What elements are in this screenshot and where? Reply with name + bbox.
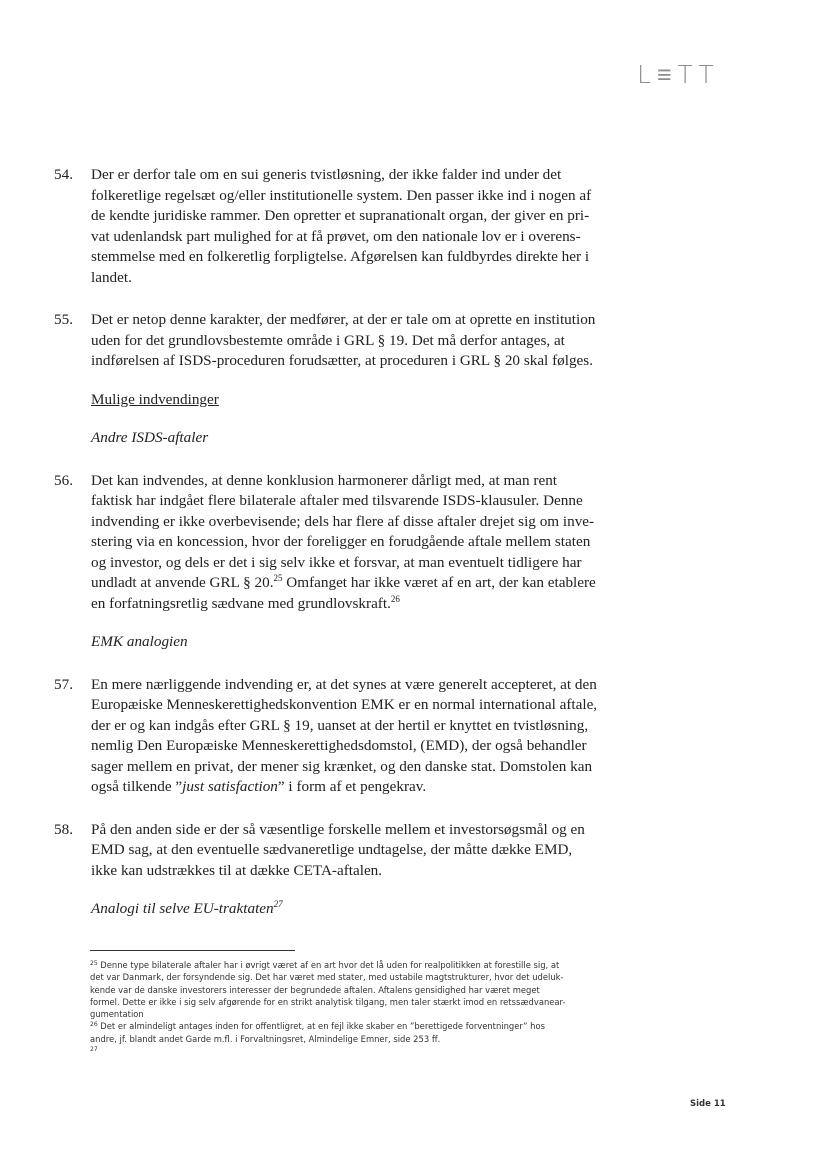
footnote-line	[90, 1020, 610, 1032]
text-line	[91, 594, 611, 615]
text-line	[91, 777, 611, 798]
text-line: stering via en koncession, hvor der foreligger en forudgående aftale mellem staten	[91, 533, 591, 550]
paragraph-text	[91, 165, 611, 288]
text-line: En mere nærliggende indvending er, at det synes at være generelt accepteret, at den	[91, 675, 597, 693]
text-line: nemlig Den Europæiske Menneskerettighedsdomstol, (EMD), der også behandler	[91, 737, 587, 754]
text-line: indvending er ikke overbevisende; dels har flere af disse aftaler drejet sig om inve-	[91, 512, 595, 530]
paragraph-text	[91, 310, 611, 372]
footnote-ref-25[interactable]: 25	[273, 573, 283, 583]
paragraph-55	[54, 310, 614, 372]
text-line: Europæiske Menneskerettighedskonvention EMK er en normal international aftale,	[91, 696, 598, 713]
footnote-marker: 25	[90, 960, 98, 967]
footnote-separator	[90, 950, 295, 951]
paragraph-number: 58.	[54, 820, 73, 838]
footnote-marker: 26	[90, 1021, 98, 1029]
text-line: faktisk har indgået flere bilaterale aftaler med tilsvarende ISDS-klausuler. Denne	[91, 492, 583, 509]
paragraph-number: 54.	[54, 166, 73, 183]
paragraph-text	[91, 675, 611, 798]
text-line: sager mellem en privat, der mener sig krænket, og den danske stat. Domstolen kan	[91, 757, 593, 775]
text-line: vat udenlandsk part mulighed for at få prøvet, om den nationale lov er i overens-	[91, 227, 581, 245]
text-line: uden for det grundlovsbestemte område i GRL § 19. Det må derfor antages, at	[91, 331, 565, 349]
document-body	[54, 165, 614, 920]
footnote-line: gumentation	[90, 1009, 144, 1020]
text-line: Det er netop denne karakter, der medfører, at der er tale om at oprette en institution	[91, 311, 596, 328]
footnote-ref-27[interactable]: 27	[273, 899, 283, 909]
text-line: landet.	[91, 268, 132, 286]
text-line: Det kan indvendes, at denne konklusion harmonerer dårligt med, at man rent	[91, 471, 558, 489]
text-line: og investor, og dels er det i sig selv ikke et forsvar, at man eventuelt tidligere har	[91, 553, 582, 571]
text-segment-italic: just satisfaction	[182, 778, 278, 795]
footnote-text: Denne type bilaterale aftaler har i øvrigt været af en art hvor det lå uden for realpolitikken at forestille sig, at	[97, 960, 560, 970]
text-line: Der er derfor tale om en sui generis tvistløsning, der ikke falder ind under det	[91, 166, 562, 183]
text-segment: en forfatningsretlig sædvane med grundlovskraft.	[91, 594, 391, 612]
paragraph-54	[54, 165, 614, 288]
paragraph-number: 56.	[54, 471, 73, 489]
footnotes	[90, 959, 610, 1057]
subsection-heading-emk-analogien: EMK analogien	[91, 633, 188, 650]
text-line	[91, 573, 611, 594]
subsection-heading-analogi-eu-traktaten	[91, 899, 614, 920]
text-segment: ” i form af et pengekrav.	[277, 778, 427, 795]
footnote-27	[90, 1045, 610, 1057]
text-line: På den anden side er der så væsentlige forskelle mellem et investorsøgsmål og en	[91, 820, 585, 838]
page-number: Side 11	[690, 1099, 726, 1109]
footnote-line: det var Danmark, der forsyndende sig. Det har været med stater, med ustabile magtstrukturer, hvor det udeluk-	[90, 972, 564, 983]
footnote-line: andre, jf. blandt andet Garde m.fl. i Forvaltningsret, Almindelige Emner, side 253 ff.	[90, 1033, 441, 1044]
text-line: der er og kan indgås efter GRL § 19, uanset at der hertil er knyttet en tvistløsning,	[91, 716, 589, 734]
text-segment: Omfanget har ikke været af en art, der kan etablere	[282, 574, 596, 591]
text-segment: også tilkende ”	[91, 778, 183, 795]
section-heading-mulige-indvendinger: Mulige indvendinger	[91, 390, 219, 408]
paragraph-text	[91, 471, 611, 615]
text-line: stemmelse med en folkeretlig forpligtelse. Afgørelsen kan fuldbyrdes direkte her i	[91, 248, 590, 265]
company-logo: L≡TT	[637, 60, 720, 89]
paragraph-number: 55.	[54, 311, 73, 328]
footnote-line: formel. Dette er ikke i sig selv afgørende for en strikt analytisk tilgang, men taler stærkt imod en retssædvanear-	[90, 996, 566, 1007]
text-line: ikke kan udstrækkes til at dække CETA-aftalen.	[91, 861, 383, 879]
paragraph-58	[54, 820, 614, 882]
footnote-26	[90, 1020, 610, 1045]
heading-text: Analogi til selve EU-traktaten	[91, 900, 274, 917]
paragraph-57	[54, 675, 614, 798]
footnote-line	[90, 959, 610, 971]
text-line: de kendte juridiske rammer. Den opretter et supranationalt organ, der giver en pri-	[91, 207, 590, 224]
footnote-text: Det er almindeligt antages inden for offentligret, at en fejl ikke skaber en ”berettigede forventninger” hos	[97, 1021, 545, 1032]
paragraph-text	[91, 820, 611, 882]
text-line: folkeretlige regelsæt og/eller institutionelle system. Den passer ikke ind i nogen af	[91, 186, 592, 204]
subsection-heading-andre-isds-aftaler: Andre ISDS-aftaler	[91, 429, 209, 446]
text-line: EMD sag, at den eventuelle sædvaneretlige undtagelse, der måtte dække EMD,	[91, 841, 573, 858]
text-segment: undladt at anvende GRL § 20.	[91, 574, 274, 591]
footnote-25	[90, 959, 610, 1020]
paragraph-number: 57.	[54, 675, 73, 693]
footnote-marker: 27	[90, 1046, 98, 1054]
footnote-line: kende var de danske investorers interesser der begrundede aftalen. Aftalens gensidighed har været meget	[90, 984, 540, 995]
text-line: indførelsen af ISDS-proceduren forudsætter, at proceduren i GRL § 20 skal følges.	[91, 352, 593, 369]
paragraph-56	[54, 471, 614, 615]
footnote-ref-26[interactable]: 26	[390, 593, 400, 604]
